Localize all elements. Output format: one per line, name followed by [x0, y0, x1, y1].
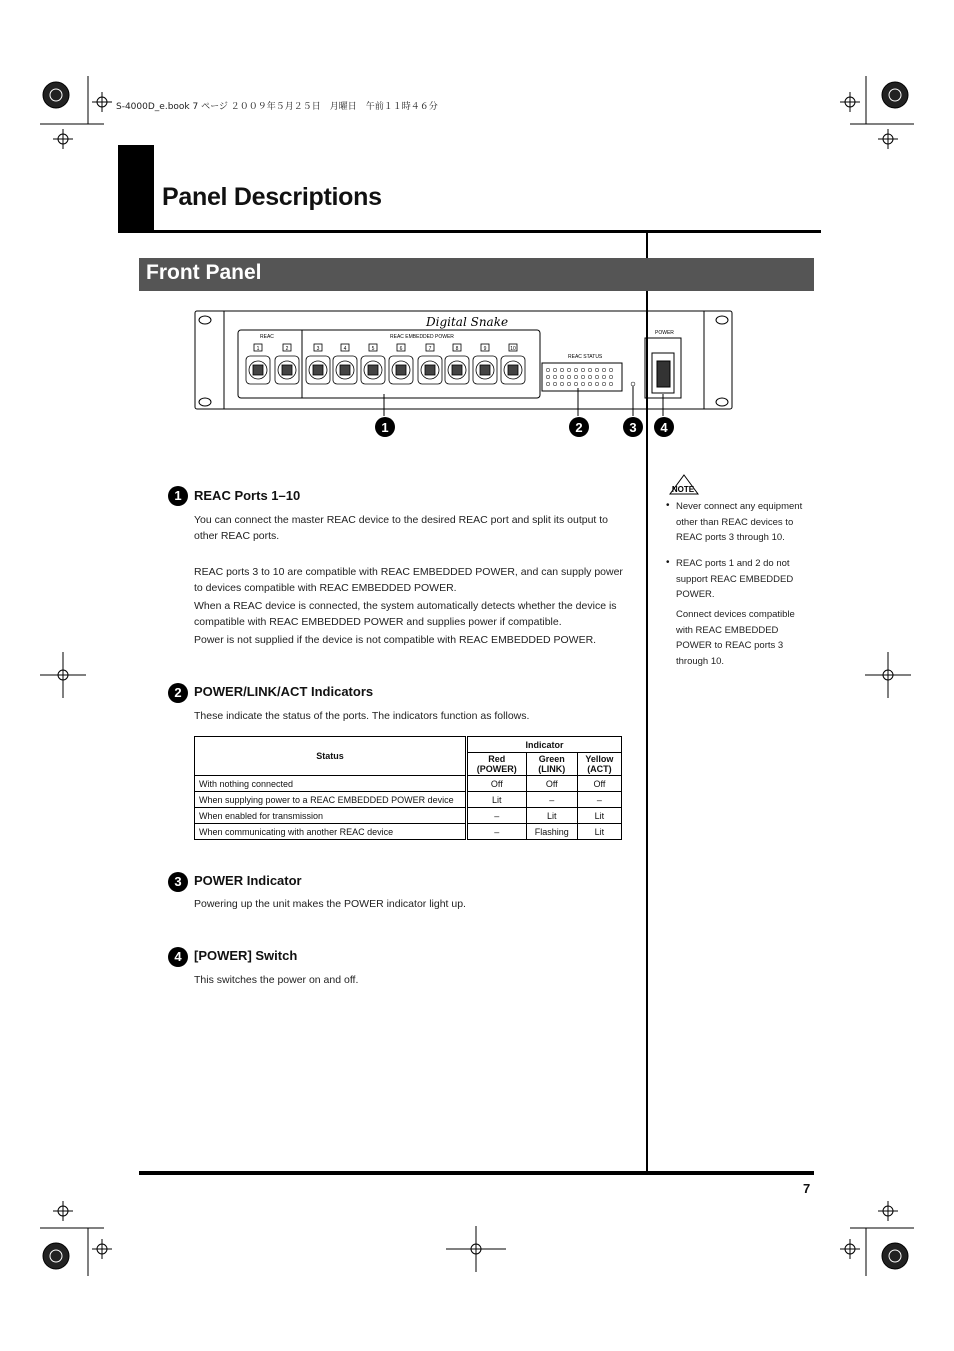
note-bullet-1: Never connect any equipment other than REAC devices to REAC ports 3 through 10. — [676, 501, 803, 543]
panel-power-label: POWER — [655, 330, 674, 336]
page-title: Panel Descriptions — [162, 183, 382, 211]
table-row — [195, 776, 622, 792]
item-3-para-1: Powering up the unit makes the POWER indicator light up. — [194, 898, 466, 910]
reac-port-number: 3 — [316, 346, 320, 352]
status-led — [574, 375, 578, 379]
reac-port-jack — [253, 365, 263, 375]
cell-status: When enabled for transmission — [195, 808, 467, 824]
status-led — [560, 368, 564, 372]
cell-status: When communicating with another REAC device — [195, 824, 467, 840]
item-1-para-2: REAC ports 3 to 10 are compatible with REAC EMBEDDED POWER, and can supply power to devices compatible with REAC EMBEDDED POWER. — [194, 566, 623, 594]
reac-port-jack — [340, 365, 350, 375]
section-title: Front Panel — [146, 261, 262, 284]
cell-red: Off — [467, 776, 527, 792]
note-icon — [668, 474, 700, 496]
cell-yellow: Off — [577, 776, 621, 792]
cell-red: Lit — [467, 792, 527, 808]
th-indicator: Indicator — [467, 737, 622, 753]
status-led — [567, 382, 571, 386]
status-led — [588, 368, 592, 372]
cell-green: – — [526, 792, 577, 808]
item-4-badge: 4 — [168, 947, 188, 967]
note-bullet-2-dot: • — [666, 557, 670, 568]
title-block-marker — [118, 145, 154, 233]
item-4-para-1: This switches the power on and off. — [194, 974, 359, 986]
status-led — [602, 382, 606, 386]
item-1-para-4: Power is not supplied if the device is not compatible with REAC EMBEDDED POWER. — [194, 634, 597, 646]
status-led — [553, 375, 557, 379]
item-4-heading: [POWER] Switch — [194, 948, 298, 963]
status-led — [553, 382, 557, 386]
reac-port-number: 6 — [399, 346, 403, 352]
status-led — [609, 368, 613, 372]
status-led — [546, 375, 550, 379]
item-1-badge: 1 — [168, 486, 188, 506]
status-led — [560, 375, 564, 379]
th-red: Red (POWER) — [467, 753, 527, 776]
status-led — [567, 375, 571, 379]
status-led — [602, 375, 606, 379]
th-green: Green (LINK) — [526, 753, 577, 776]
file-header-line: S-4000D_e.book 7 ページ ２００９年５月２５日 月曜日 午前１１時４６分 — [116, 102, 438, 112]
reac-port-jack — [396, 365, 406, 375]
footer-rule — [139, 1171, 814, 1175]
status-led — [567, 368, 571, 372]
item-1-para-3: When a REAC device is connected, the system automatically detects whether the device is compatible with REAC EMBEDDED POWER and supplies power if compatible. — [194, 600, 617, 628]
reac-port-jack — [508, 365, 518, 375]
note-bullet-2: REAC ports 1 and 2 do not support REAC EMBEDDED POWER. — [676, 558, 794, 600]
reac-port-jack — [313, 365, 323, 375]
reac-port-number: 2 — [285, 346, 289, 352]
reac-port-jack — [282, 365, 292, 375]
page-number: 7 — [803, 1181, 811, 1196]
brand-script: Digital Snake — [426, 315, 509, 329]
cell-green: Off — [526, 776, 577, 792]
callout-3: 3 — [629, 420, 637, 435]
cell-yellow: – — [577, 792, 621, 808]
status-led — [609, 375, 613, 379]
cell-status: With nothing connected — [195, 776, 467, 792]
status-led — [546, 368, 550, 372]
status-led — [588, 382, 592, 386]
reac-port-number: 1 — [256, 346, 260, 352]
cell-status: When supplying power to a REAC EMBEDDED POWER device — [195, 792, 467, 808]
cell-yellow: Lit — [577, 824, 621, 840]
status-led — [553, 368, 557, 372]
reac-port-number: 7 — [428, 346, 432, 352]
cell-red: – — [467, 808, 527, 824]
item-2-heading: POWER/LINK/ACT Indicators — [194, 684, 374, 699]
reac-port-number: 4 — [343, 346, 347, 352]
status-led — [574, 382, 578, 386]
status-led — [609, 382, 613, 386]
reac-port-number: 8 — [455, 346, 459, 352]
callout-1: 1 — [381, 420, 389, 435]
status-led — [560, 382, 564, 386]
cell-yellow: Lit — [577, 808, 621, 824]
cell-red: – — [467, 824, 527, 840]
status-led — [595, 382, 599, 386]
reac-status-label: REAC STATUS — [568, 354, 603, 360]
status-led — [546, 382, 550, 386]
item-3-heading: POWER Indicator — [194, 873, 302, 888]
note-bullet-1-dot: • — [666, 500, 670, 511]
reac-port-number: 5 — [371, 346, 375, 352]
indicator-table — [194, 736, 622, 840]
item-1-para-1: You can connect the master REAC device to the desired REAC port and split its output to other REAC ports. — [194, 514, 609, 542]
note-label: NOTE — [671, 485, 695, 494]
item-2-badge: 2 — [168, 683, 188, 703]
table-row — [195, 792, 622, 808]
reac-port-jack — [452, 365, 462, 375]
status-led — [581, 375, 585, 379]
item-1-heading: REAC Ports 1–10 — [194, 488, 301, 503]
callout-4: 4 — [660, 420, 668, 435]
th-status: Status — [195, 737, 467, 776]
reac-embedded-label: REAC EMBEDDED POWER — [390, 334, 454, 340]
status-led — [574, 368, 578, 372]
status-led — [602, 368, 606, 372]
title-rule — [118, 230, 821, 233]
status-led — [595, 375, 599, 379]
item-2-para-1: These indicate the status of the ports. The indicators function as follows. — [194, 710, 530, 722]
cell-green: Flashing — [526, 824, 577, 840]
table-row — [195, 824, 622, 840]
th-yellow: Yellow (ACT) — [577, 753, 621, 776]
reac-port-jack — [425, 365, 435, 375]
reac-port-number: 10 — [510, 346, 516, 352]
status-led — [581, 382, 585, 386]
reac-port-number: 9 — [483, 346, 487, 352]
status-led — [588, 375, 592, 379]
power-led — [631, 382, 635, 386]
status-led — [595, 368, 599, 372]
item-3-badge: 3 — [168, 872, 188, 892]
reac-port-jack — [368, 365, 378, 375]
status-led — [581, 368, 585, 372]
front-panel-illustration — [190, 308, 740, 443]
reac-port-jack — [480, 365, 490, 375]
callout-2: 2 — [575, 420, 583, 435]
reac-label: REAC — [260, 334, 274, 340]
cell-green: Lit — [526, 808, 577, 824]
note-bullet-2-continued: Connect devices compatible with REAC EMBEDDED POWER to REAC ports 3 through 10. — [676, 609, 795, 667]
table-row — [195, 808, 622, 824]
